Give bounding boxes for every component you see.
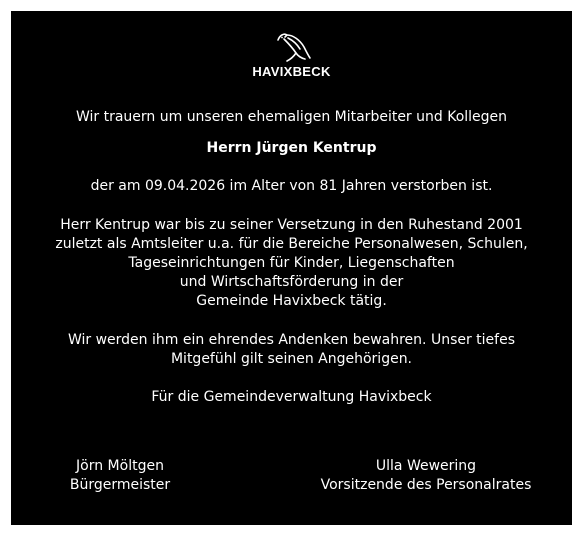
- sender-line: Für die Gemeindeverwaltung Havixbeck: [151, 389, 432, 405]
- death-notice-line: der am 09.04.2026 im Alter von 81 Jahren verstorben ist.: [90, 178, 493, 194]
- signatory-left: [11, 457, 229, 495]
- signatory-right: [296, 457, 556, 495]
- obituary-card: [11, 11, 572, 525]
- memorial-line: Mitgefühl gilt seinen Angehörigen.: [170, 351, 413, 367]
- bio-line: Gemeinde Havixbeck tätig.: [196, 293, 387, 309]
- memorial-line: Wir werden ihm ein ehrendes Andenken bewahren. Unser tiefes: [67, 332, 516, 348]
- bio-line: zuletzt als Amtsleiter u.a. für die Bereiche Personalwesen, Schulen,: [55, 236, 528, 252]
- havixbeck-logo: [11, 31, 572, 79]
- signatory-title: Vorsitzende des Personalrates: [320, 477, 532, 493]
- bio-line: und Wirtschaftsförderung in der: [179, 274, 404, 290]
- intro-line: Wir trauern um unseren ehemaligen Mitarbeiter und Kollegen: [75, 109, 508, 125]
- signatory-name: Jörn Möltgen: [76, 458, 164, 474]
- bio-line: Tageseinrichtungen für Kinder, Liegenschaften: [128, 255, 455, 271]
- bird-icon: [272, 31, 312, 63]
- logo-wordmark: HAVIXBECK: [252, 64, 331, 79]
- signatory-name: Ulla Wewering: [375, 458, 477, 474]
- signatory-title: Bürgermeister: [69, 477, 171, 493]
- deceased-name: Herrn Jürgen Kentrup: [206, 140, 377, 156]
- bio-line: Herr Kentrup war bis zu seiner Versetzung in den Ruhestand 2001: [60, 217, 523, 233]
